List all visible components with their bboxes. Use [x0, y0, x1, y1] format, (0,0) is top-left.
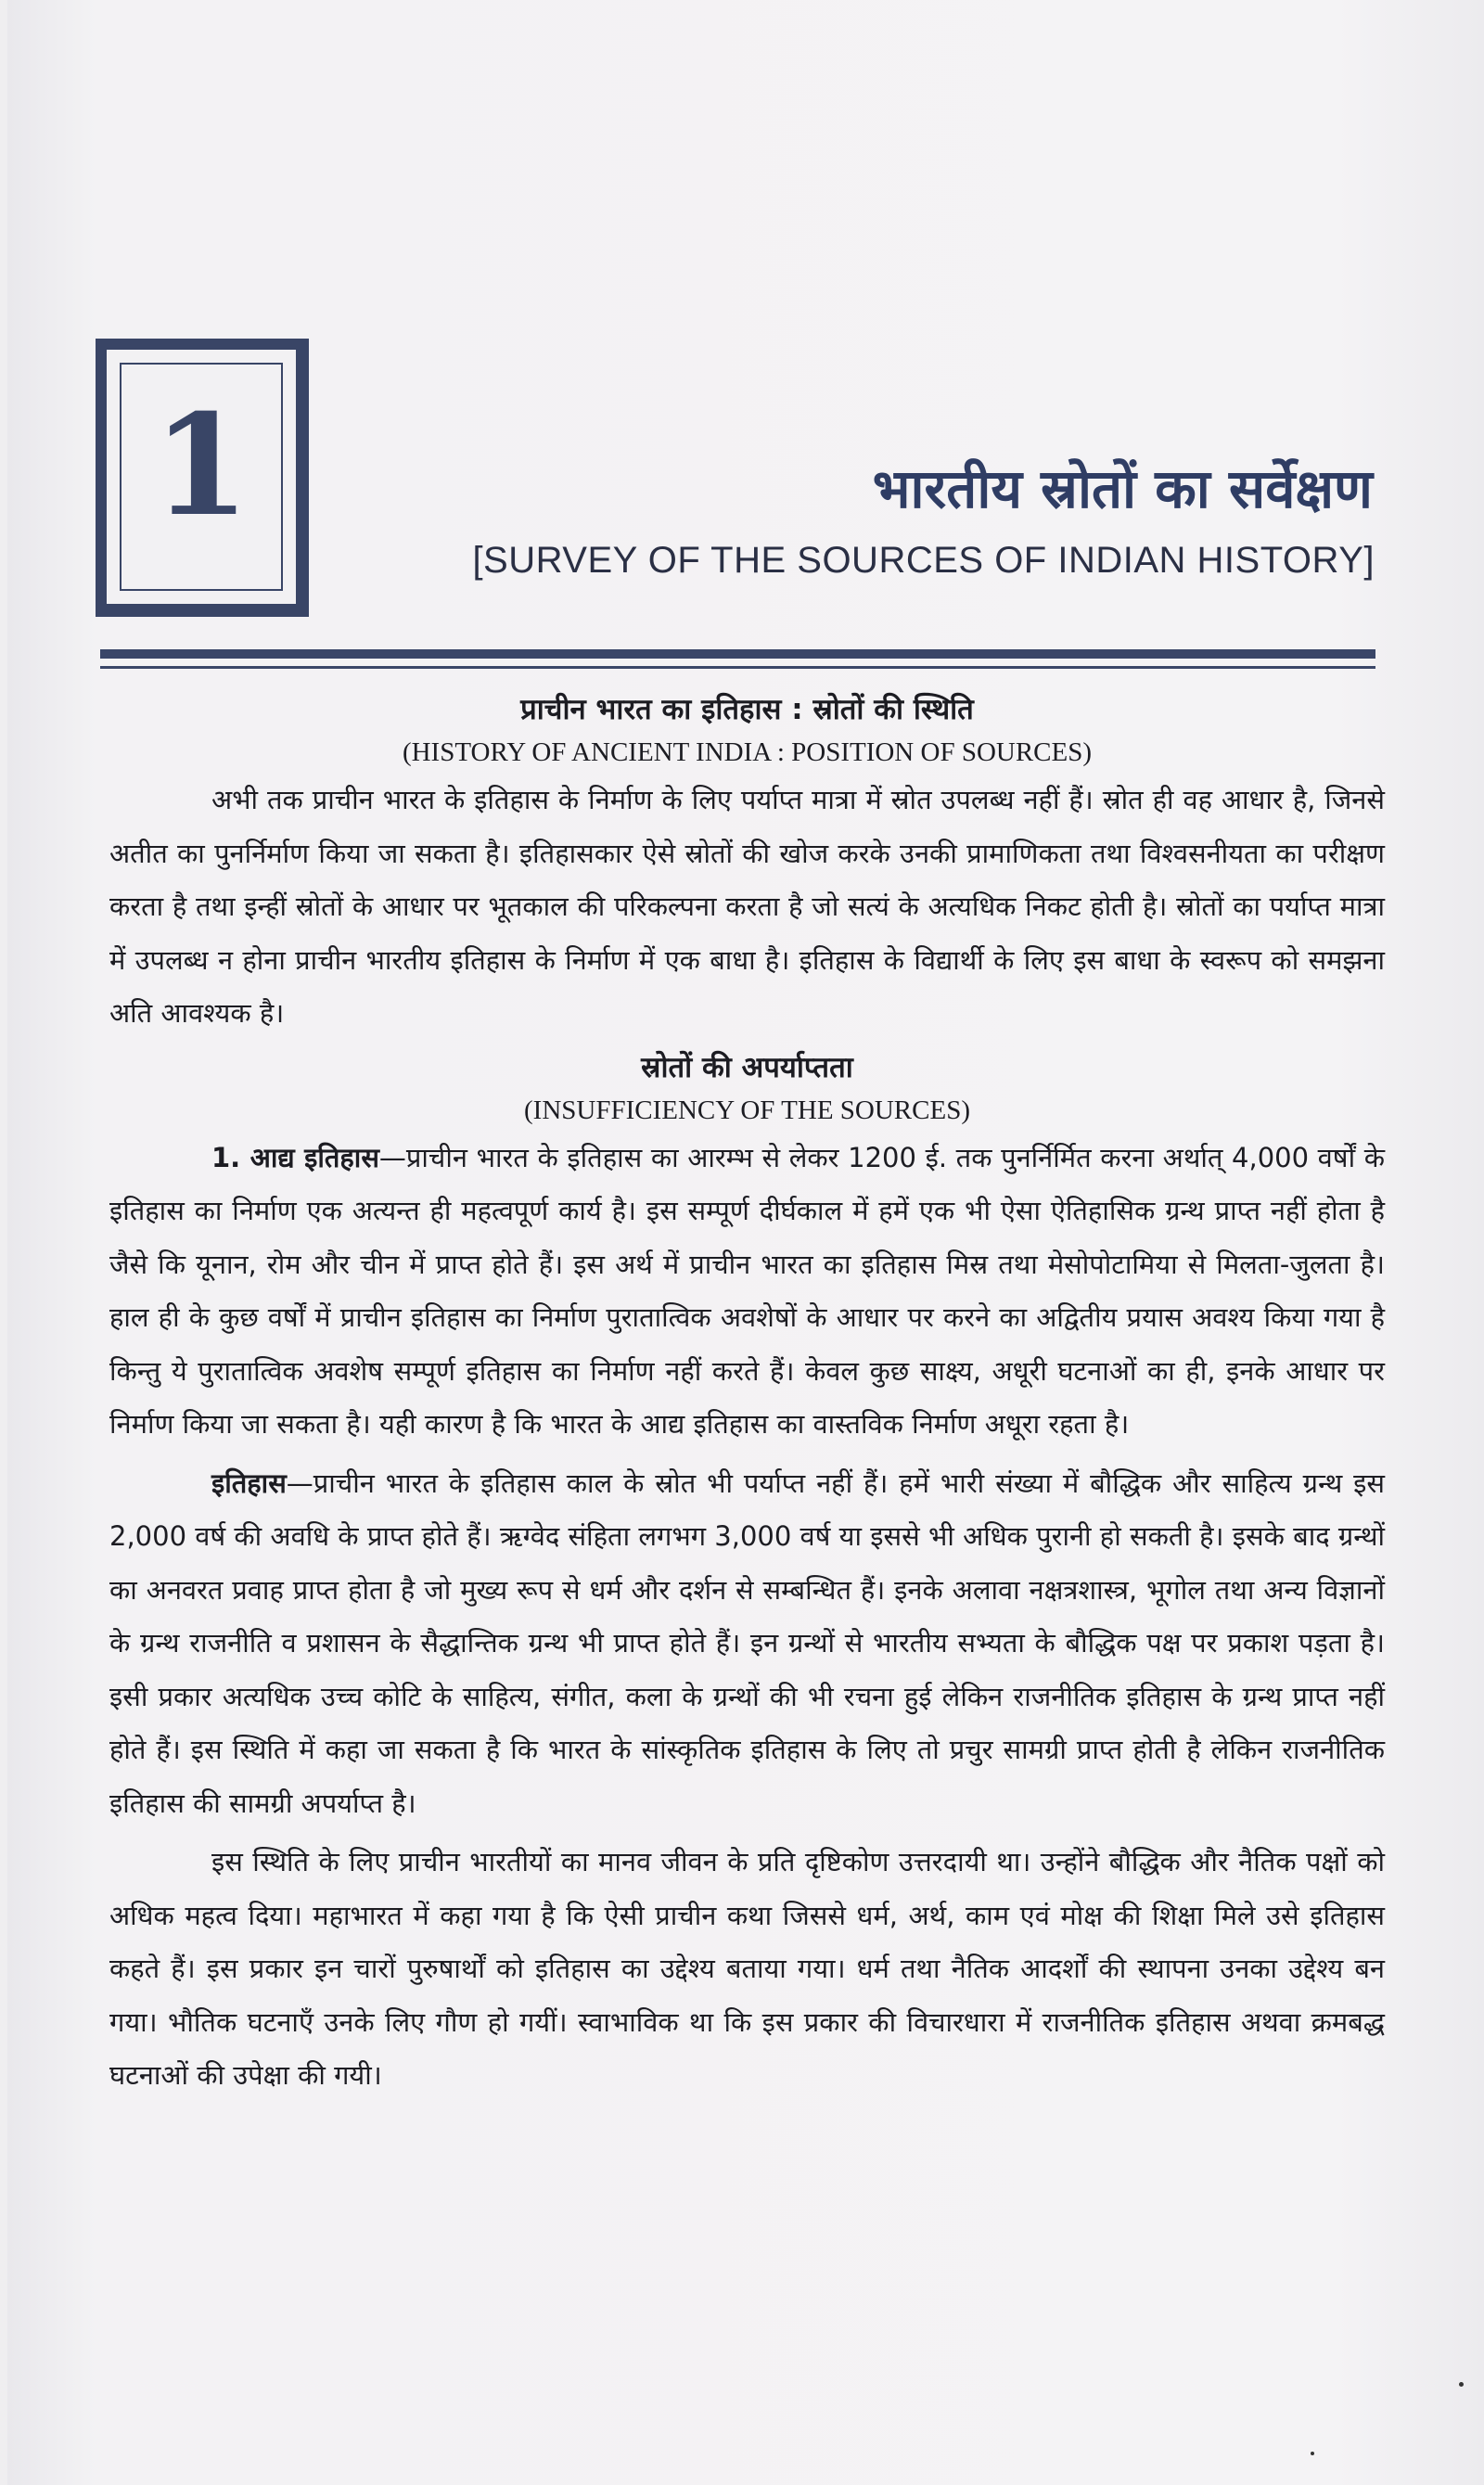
section-paragraph: [109, 1132, 1385, 1452]
ink-speck: [1459, 2382, 1464, 2387]
chapter-title-hindi: भारतीय स्रोतों का सर्वेक्षण: [872, 457, 1373, 520]
ink-speck: [1311, 2452, 1314, 2455]
chapter-number: 1: [152, 384, 250, 547]
paragraph-lead: 1. आद्य इतिहास: [211, 1141, 379, 1173]
section-heading-hindi: प्राचीन भारत का इतिहास : स्रोतों की स्थिति: [520, 693, 974, 726]
section-heading-english: (INSUFFICIENCY OF THE SOURCES): [524, 1095, 970, 1125]
section-paragraph: [109, 1457, 1385, 1831]
page-body: [109, 686, 1385, 2103]
section-heading-hindi: स्रोतों की अपर्याप्तता: [641, 1050, 853, 1084]
paragraph-text: —प्राचीन भारत के इतिहास काल के स्रोत भी पर्याप्त नहीं हैं। हमें भारी संख्या में बौद्धिक और साहित्य ग्रन्थ इस 2,000 वर्ष की अवधि के प्राप्त होते हैं। ऋग्वेद संहिता लगभग 3,000 वर्ष या इससे भी अधिक पुरानी हो सकती है। इसके बाद ग्रन्थों का अनवरत प्रवाह प्राप्त होता है जो मुख्य रूप से धर्म और दर्शन से सम्बन्धित हैं। इनके अलावा नक्षत्रशास्त्र, भूगोल तथा अन्य विज्ञानों के ग्रन्थ राजनीति व प्रशासन के सैद्धान्तिक ग्रन्थ भी प्राप्त होते हैं। इन ग्रन्थों से भारतीय सभ्यता के बौद्धिक पक्ष पर प्रकाश पड़ता है। इसी प्रकार अत्यधिक उच्च कोटि के साहित्य, संगीत, कला के ग्रन्थों की भी रचना हुई लेकिन राजनीतिक इतिहास के ग्रन्थ प्राप्त नहीं होते हैं। इस स्थिति में कहा जा सकता है कि भारत के सांस्कृतिक इतिहास के लिए तो प्रचुर सामग्री प्राप्त होती है लेकिन राजनीतिक इतिहास की सामग्री अपर्याप्त है।: [109, 1467, 1385, 1819]
section-paragraph: इस स्थिति के लिए प्राचीन भारतीयों का मानव जीवन के प्रति दृष्टिकोण उत्तरदायी था। उन्होंने बौद्धिक और नैतिक पक्षों को अधिक महत्व दिया। महाभारत में कहा गया है कि ऐसी प्राचीन कथा जिससे धर्म, अर्थ, काम एवं मोक्ष की शिक्षा मिले उसे इतिहास कहते हैं। इस प्रकार इन चारों पुरुषार्थों को इतिहास का उद्देश्य बताया गया। धर्म तथा नैतिक आदर्शों की स्थापना उनका उद्देश्य बन गया। भौतिक घटनाएँ उनके लिए गौण हो गयीं। स्वाभाविक था कि इस प्रकार की विचारधारा में राजनीतिक इतिहास अथवा क्रमबद्ध घटनाओं की उपेक्षा की गयी।: [109, 1846, 1385, 2091]
section-heading-english: (HISTORY OF ANCIENT INDIA : POSITION OF SOURCES): [402, 737, 1093, 767]
paragraph-lead: इतिहास: [211, 1467, 287, 1499]
chapter-title-english: [SURVEY OF THE SOURCES OF INDIAN HISTORY]: [472, 540, 1375, 581]
chapter-number-box: [96, 339, 309, 617]
book-page: [7, 0, 1484, 2485]
section-paragraph: अभी तक प्राचीन भारत के इतिहास के निर्माण के लिए पर्याप्त मात्रा में स्रोत उपलब्ध नहीं हैं। स्रोत ही वह आधार है, जिनसे अतीत का पुनर्निर्माण किया जा सकता है। इतिहासकार ऐसे स्रोतों की खोज करके उनकी प्रामाणिकता तथा विश्वसनीयता का परीक्षण करता है तथा इन्हीं स्रोतों के आधार पर भूतकाल की परिकल्पना करता है जो सत्यं के अत्यधिक निकट होती है। स्रोतों का पर्याप्त मात्रा में उपलब्ध न होना प्राचीन भारतीय इतिहास के निर्माण में एक बाधा है। इतिहास के विद्यार्थी के लिए इस बाधा के स्वरूप को समझना अति आवश्यक है।: [109, 784, 1385, 1029]
header-rule-thick: [100, 649, 1375, 659]
paragraph-text: —प्राचीन भारत के इतिहास का आरम्भ से लेकर 1200 ई. तक पुनर्निर्मित करना अर्थात् 4,000 वर्षों के इतिहास का निर्माण एक अत्यन्त ही महत्वपूर्ण कार्य है। इस सम्पूर्ण दीर्घकाल में हमें एक भी ऐसा ऐतिहासिक ग्रन्थ प्राप्त नहीं होता है जैसे कि यूनान, रोम और चीन में प्राप्त होते हैं। इस अर्थ में प्राचीन भारत का इतिहास मिस्र तथा मेसोपोटामिया से मिलता-जुलता है। हाल ही के कुछ वर्षों में प्राचीन इतिहास का निर्माण पुरातात्विक अवशेषों के आधार पर करने का अद्वितीय प्रयास अवश्य किया गया है किन्तु ये पुरातात्विक अवशेष सम्पूर्ण इतिहास का निर्माण नहीं करते हैं। केवल कुछ साक्ष्य, अधूरी घटनाओं का ही, इनके आधार पर निर्माण किया जा सकता है। यही कारण है कि भारत के आद्य इतिहास का वास्तविक निर्माण अधूरा रहता है।: [109, 1141, 1385, 1440]
header-rule-thin: [100, 666, 1375, 669]
